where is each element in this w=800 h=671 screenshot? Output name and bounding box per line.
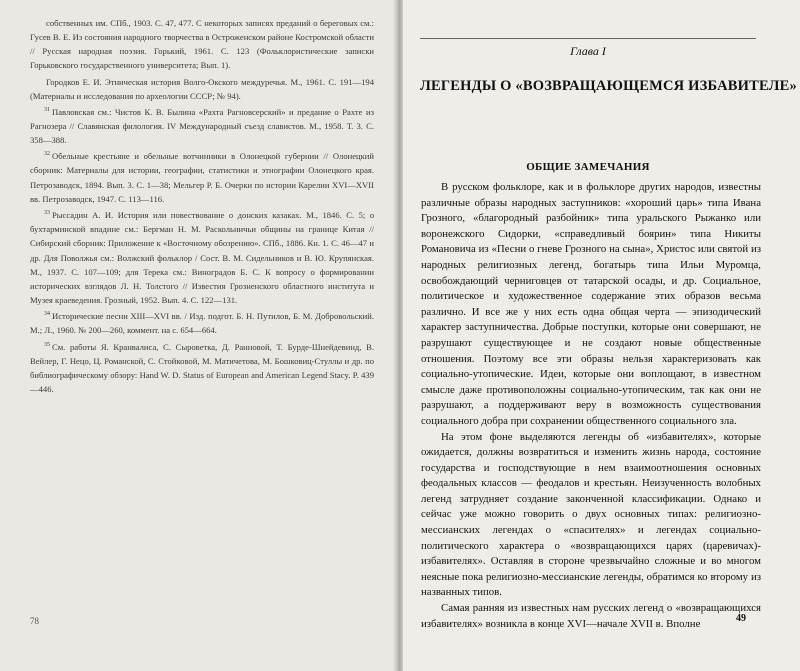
footnote-mark: 32 <box>44 151 50 158</box>
footnote-text: Исторические песни XIII—XVI вв. / Изд. подгот. Б. Н. Путилов, Б. М. Добровольский. М.; Л., 1960. № 200—260, коммент. на с. 654—664. <box>30 311 374 336</box>
paragraph: В русском фольклоре, как и в фольклоре других народов, известны различные образы народных заступников: «хороший царь» типа Ивана Грозного, «благородный разбойник» типа уральского Рыжанко или воронежского Сидорки, «справедливый боярин» типа Никиты Романовича из «Песни о гневе Грозного на сына», Христос или святой из народных религиозных легенд, богатырь типа Ильи Муромца, освобождающий черниговцев от татарской осады, и др. Социальное, политическое и художественное содержание этих образов весьма различно. И все же у них есть одна общая черта — эпизодический характер заступничества. Добрые поступки, которые они совершают, не разрушают существующее и не создают новые общественные отношения. Поэтому все эти образы нельзя характеризовать как социально-утопические. Идеи, которые они воплощают, в известном смысле даже противоположны социально-утопическим, так как они не разрушают, а поддерживают веру в возможность существования социального добра при сохранении общественного социального зла. <box>421 181 761 427</box>
footnote <box>30 206 374 307</box>
right-page-number: 49 <box>736 613 746 624</box>
section-title: ОБЩИЕ ЗАМЕЧАНИЯ <box>526 161 650 173</box>
footnote <box>30 338 374 397</box>
paragraph: Самая ранняя из известных нам русских легенд о «возвращающихся избавителях» возникла в конце XVI—начале XVII в. Вполне <box>421 602 761 630</box>
footnote-text: Павловская см.: Чистов К. В. Былина «Рахта Рагновсерский» и предание о Рахте из Рагнозера // Славянская филология. IV Международный съезд славистов. М., 1958. Т. 3. С. 358—388. <box>30 106 374 146</box>
footnote-mark: 35 <box>44 341 50 348</box>
footnote-text: Обельные крестьяне и обельные вотчинники в Олонецкой губернии // Олонецкий сборник: Материалы для истории, географии, статистики и этнографии Олонецкого края. Петрозаводск, 1894. Вып. 3. С. 1—38; Мельгер Р. Б. Очерки по истории Карелии XVI—XVII вв. Петрозаводск, 1947. С. 113—116. <box>30 151 374 204</box>
footnote <box>30 147 374 206</box>
footnote <box>30 307 374 337</box>
footnote <box>30 14 374 73</box>
body-text <box>421 180 761 632</box>
chapter-title: ЛЕГЕНДЫ О «ВОЗВРАЩАЮЩЕМСЯ ИЗБАВИТЕЛЕ» <box>420 78 797 94</box>
chapter-label: Глава I <box>570 44 606 58</box>
footnote-text: собственных им. СПб., 1903. С. 47, 477. С некоторых записях преданий о береговых см.: Гусев В. Е. Из состояния народного творчества в Остроженском районе Костромской области // Русская народная поэзия. Горький, 1961. С. 123 (Фольклористические записки Горьковского государственного университета; Вып. 1). <box>30 17 374 71</box>
left-page-number: 78 <box>30 616 39 626</box>
left-page <box>0 0 398 671</box>
footnotes <box>30 14 374 396</box>
footnote-mark: 33 <box>44 210 50 217</box>
footnote-mark: 31 <box>44 106 50 113</box>
footnote-mark: 34 <box>44 311 50 318</box>
footnote-text: Рыссадин А. И. История или повествование о донских казаках. М., 1846. С. 5; о бухтарминской впадине см.: Бергман Н. М. Раскольничьи общины на границе Китая // Сибирский сборник: Приложение к «Восточному обозрению». СПб., 1886. Кн. 1. С. 46—47 и др. Для Поволжья см.: Волжский фольклор / Сост. В. М. Сидельников и В. Ю. Крупянская. М., 1937. С. 107—109; для Терека см.: Виноградов Б. С. К вопросу о формировании исторических взглядов Л. Н. Толстого // Известия Грозненского областного института и Музея краеведения. Грозный, 1952. Вып. 4. С. 122—131. <box>30 209 374 306</box>
chapter-rule <box>420 38 756 39</box>
footnote-text: Городков Е. И. Этническая история Волго-Окского междуречья. М., 1961. С. 191—194 (Материалы и исследования по археологии СССР; № 94). <box>30 76 374 101</box>
footnote <box>30 73 374 103</box>
footnote-text: См. работы Я. Кранвалиса, С. Сыроветка, Д. Ранновой, Т. Бурде-Шнейдевинд, В. Вейлер, Г. Нецо, Ц. Романской, С. Стойковой, М. Матичетова, М. Бошковиц-Стуллы и др. по библиографическому обзору: Hand W. D. Status of European and American Legend Stacy. P. 439—446. <box>30 341 374 395</box>
paragraph: На этом фоне выделяются легенды об «избавителях», которые ожидается, должны возвратиться и изменить жизнь народа, состояние государства и господствующие в нем взаимоотношения основных феодальных классов — феодалов и крестьян. Неизученность волобных легенд затрудняет создание законченной классификации. Однако и сейчас уже можно говорить о двух основных типах: религиозно-мессианских легендах о «спасителях» и легендах социально-политического характера о «возвращающихся царях (царевичах)-избавителях». Оставляя в стороне чрезвычайно сложные и во многом неясные пока религиозно-мессианские легенды, обратимся ко второму из названных типов. <box>421 430 761 599</box>
footnote <box>30 103 374 147</box>
